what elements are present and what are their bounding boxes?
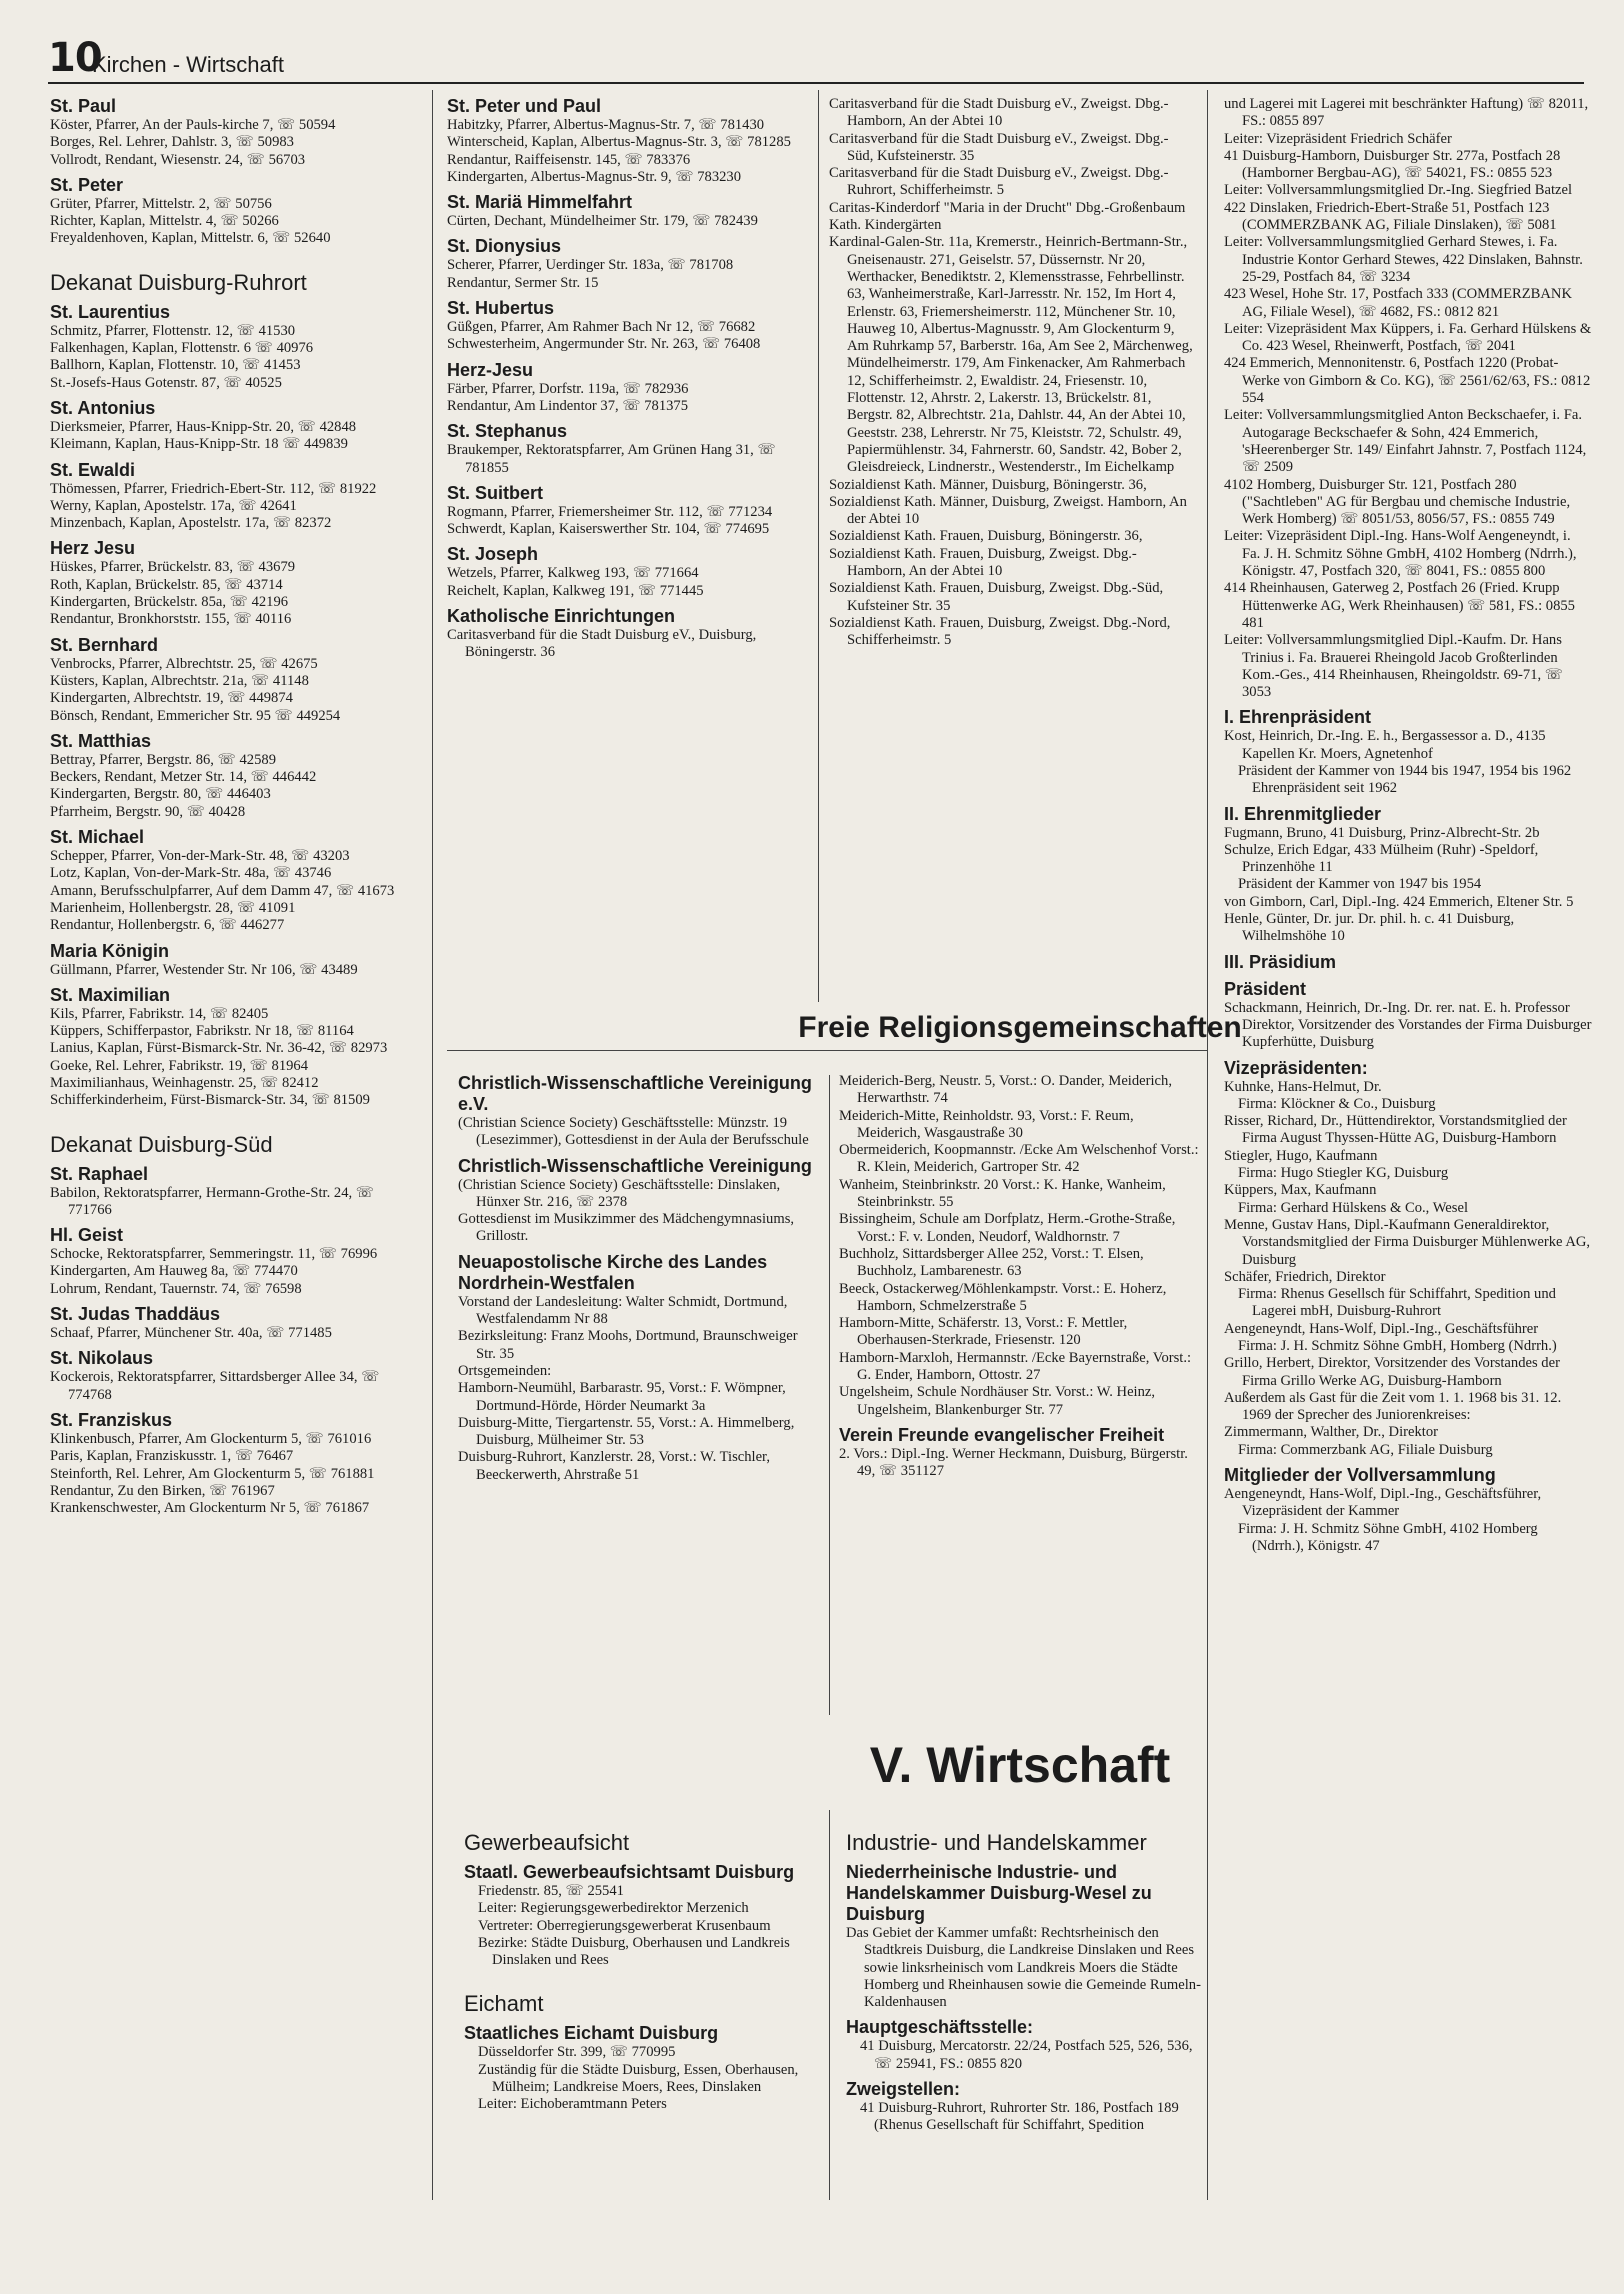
entry-line: Minzenbach, Kaplan, Apostelstr. 17a, ☏ 82372 xyxy=(50,515,332,532)
entry-line: Sozialdienst Kath. Frauen, Duisburg, Zweigst. Dbg.-Süd, Kufsteiner Str. 35 xyxy=(829,580,1164,614)
entry-heading: I. Ehrenpräsident xyxy=(1224,707,1372,728)
entry-line: Sozialdienst Kath. Frauen, Duisburg, Zweigst. Dbg.-Nord, Schifferheimstr. 5 xyxy=(829,614,1171,649)
entry-heading: St. Bernhard xyxy=(50,634,159,655)
entry-line: St.-Josefs-Haus Gotenstr. 87, ☏ 40525 xyxy=(50,374,282,391)
entry-line: Schackmann, Heinrich, Dr.-Ing. Dr. rer. nat. E. h. Professor Direktor, Vorsitzender des Vorstandes der Firma Duisburger Kupferhütte, Duisburg xyxy=(1224,999,1592,1051)
entry-line: Meiderich-Mitte, Reinholdstr. 93, Vorst.: F. Reum, Meiderich, Wasgaustraße 30 xyxy=(839,1107,1134,1141)
entry-line: 423 Wesel, Hohe Str. 17, Postfach 333 (COMMERZBANK AG, Filiale Wesel), ☏ 4682, FS.: 0812 821 xyxy=(1224,286,1572,320)
entry-line: Güßgen, Pfarrer, Am Rahmer Bach Nr 12, ☏ 76682 xyxy=(447,319,756,336)
entry-line: Beeck, Ostackerweg/Möhlenkampstr. Vorst.: E. Hoherz, Hamborn, Schmelzerstraße 5 xyxy=(839,1280,1167,1314)
entry-heading: St. Dionysius xyxy=(447,236,562,257)
entry-line: Firma: Commerzbank AG, Filiale Duisburg xyxy=(1238,1441,1493,1458)
entry-line: Bettray, Pfarrer, Bergstr. 86, ☏ 42589 xyxy=(50,751,276,768)
section-heading: Industrie- und Handelskammer xyxy=(846,1830,1147,1855)
entry-line: Leiter: Vollversammlungsmitglied Dr.-Ing. Siegfried Batzel xyxy=(1224,182,1573,199)
entry-line: Kindergarten, Bergstr. 80, ☏ 446403 xyxy=(50,786,271,803)
entry-line: Gottesdienst im Musikzimmer des Mädchengymnasiums, Grillostr. xyxy=(458,1211,795,1245)
entry-line: Lotz, Kaplan, Von-der-Mark-Str. 48a, ☏ 43746 xyxy=(50,865,332,882)
entry-line: Rendantur, Zu den Birken, ☏ 761967 xyxy=(50,1482,275,1499)
column-rule xyxy=(1207,90,1208,2200)
entry-line: Kath. Kindergärten xyxy=(829,217,942,234)
column-2 xyxy=(447,96,811,662)
entry-heading: Katholische Einrichtungen xyxy=(447,606,676,627)
entry-heading: St. Paul xyxy=(50,96,117,116)
entry-heading: St. Nikolaus xyxy=(50,1348,154,1369)
entry-line: Küppers, Max, Kaufmann xyxy=(1224,1182,1377,1199)
entry-line: Cürten, Dechant, Mündelheimer Str. 179, ☏ 782439 xyxy=(447,213,758,230)
entry-heading: Hl. Geist xyxy=(50,1225,124,1246)
entry-heading: Hauptgeschäftsstelle: xyxy=(846,2017,1034,2038)
entry-line: Babilon, Rektoratspfarrer, Hermann-Grothe-Str. 24, ☏ 771766 xyxy=(50,1184,375,1218)
entry-line: 41 Duisburg-Hamborn, Duisburger Str. 277a, Postfach 28 (Hamborner Bergbau-AG), ☏ 54021, FS.: 0855 523 xyxy=(1224,147,1561,182)
entry-line: Caritasverband für die Stadt Duisburg eV., Zweigst. Dbg.-Hamborn, An der Abtei 10 xyxy=(829,96,1169,130)
entry-line: Zuständig für die Städte Duisburg, Essen, Oberhausen, Mülheim; Landkreise Moers, Rees, Dinslaken xyxy=(478,2061,799,2096)
entry-line: Braukemper, Rektoratspfarrer, Am Grünen Hang 31, ☏ 781855 xyxy=(447,442,776,476)
column-1 xyxy=(50,96,420,1517)
entry-heading: St. Matthias xyxy=(50,730,152,751)
entry-line: Leiter: Vollversammlungsmitglied Gerhard Stewes, i. Fa. Industrie Kontor Gerhard Stewes, 422 Dinslaken, Bahnstr. 25-29, Postfach 84, ☏ 3234 xyxy=(1224,234,1583,285)
entry-heading: Mitglieder der Vollversammlung xyxy=(1224,1465,1496,1486)
entry-line: Zimmermann, Walther, Dr., Direktor xyxy=(1224,1424,1438,1441)
entry-line: Duisburg-Ruhrort, Kanzlerstr. 28, Vorst.: W. Tischler, Beeckerwerth, Ahrstraße 51 xyxy=(458,1449,770,1483)
entry-line: Borges, Rel. Lehrer, Dahlstr. 3, ☏ 50983 xyxy=(50,134,294,151)
entry-line: Schaaf, Pfarrer, Münchener Str. 40a, ☏ 771485 xyxy=(50,1325,332,1342)
entry-heading: St. Stephanus xyxy=(447,421,568,442)
entry-line: Grüter, Pfarrer, Mittelstr. 2, ☏ 50756 xyxy=(50,195,272,212)
entry-line: Köster, Pfarrer, An der Pauls-kirche 7, ☏ 50594 xyxy=(50,117,336,133)
entry-line: Winterscheid, Kaplan, Albertus-Magnus-Str. 3, ☏ 781285 xyxy=(447,134,791,151)
entry-heading: St. Laurentius xyxy=(50,301,171,322)
entry-heading: Niederrheinische Industrie- und Handelskammer Duisburg-Wesel zu Duisburg xyxy=(846,1862,1152,1924)
entry-heading: St. Franziskus xyxy=(50,1409,173,1430)
entry-line: Amann, Berufsschulpfarrer, Auf dem Damm 47, ☏ 41673 xyxy=(50,882,395,899)
entry-line: 4102 Homberg, Duisburger Str. 121, Postfach 280 ("Sachtleben" AG für Bergbau und chemische Industrie, Werk Homberg) ☏ 8051/53, 8056/57, FS.: 0855 749 xyxy=(1224,476,1571,528)
column-3 xyxy=(829,96,1193,650)
entry-line: Duisburg-Mitte, Tiergartenstr. 55, Vorst.: A. Himmelberg, Duisburg, Mülheimer Str. 53 xyxy=(458,1414,795,1449)
entry-heading: St. Judas Thaddäus xyxy=(50,1304,221,1325)
entry-heading: Vizepräsidenten: xyxy=(1224,1057,1368,1078)
entry-heading: Herz-Jesu xyxy=(447,359,534,380)
entry-line: Leiter: Vizepräsident Friedrich Schäfer xyxy=(1224,130,1452,147)
entry-line: Schwerdt, Kaplan, Kaiserswerther Str. 104, ☏ 774695 xyxy=(447,521,770,538)
entry-line: Kockerois, Rektoratspfarrer, Sittardsberger Allee 34, ☏ 774768 xyxy=(50,1369,380,1403)
section-heading: Gewerbeaufsicht xyxy=(464,1830,630,1855)
entry-line: Präsident der Kammer von 1944 bis 1947, 1954 bis 1962 Ehrenpräsident seit 1962 xyxy=(1238,762,1572,797)
column-rule xyxy=(432,90,433,2200)
entry-line: Goeke, Rel. Lehrer, Fabrikstr. 19, ☏ 81964 xyxy=(50,1057,309,1074)
entry-line: 2. Vors.: Dipl.-Ing. Werner Heckmann, Duisburg, Bürgerstr. 49, ☏ 351127 xyxy=(839,1445,1188,1480)
entry-line: Bezirksleitung: Franz Moohs, Dortmund, Braunschweiger Str. 35 xyxy=(458,1328,798,1362)
entry-line: Lanius, Kaplan, Fürst-Bismarck-Str. Nr. 36-42, ☏ 82973 xyxy=(50,1040,388,1057)
entry-heading: St. Peter xyxy=(50,174,124,195)
entry-heading: Christlich-Wissenschaftliche Vereinigung e.V. xyxy=(458,1073,812,1114)
entry-heading: St. Raphael xyxy=(50,1163,149,1184)
entry-heading: St. Peter und Paul xyxy=(447,96,602,116)
entry-line: Außerdem als Gast für die Zeit vom 1. 1. 1968 bis 31. 12. 1969 der Sprecher des Juniorenkreises: xyxy=(1224,1389,1562,1424)
entry-heading: Präsident xyxy=(1224,978,1307,999)
entry-line: Caritasverband für die Stadt Duisburg eV., Duisburg, Böningerstr. 36 xyxy=(447,627,757,661)
entry-heading: St. Michael xyxy=(50,827,145,848)
entry-line: Firma: Rhenus Gesellsch für Schiffahrt, Spedition und Lagerei mbH, Duisburg-Ruhrort xyxy=(1238,1286,1556,1320)
entry-heading: Herz Jesu xyxy=(50,538,136,559)
entry-line: Vorstand der Landesleitung: Walter Schmidt, Dortmund, Westfalendamm Nr 88 xyxy=(458,1293,788,1328)
entry-heading: Christlich-Wissenschaftliche Vereinigung xyxy=(458,1155,812,1176)
entry-line: Kindergarten, Albrechtstr. 19, ☏ 449874 xyxy=(50,690,293,707)
entry-line: Marienheim, Hollenbergstr. 28, ☏ 41091 xyxy=(50,899,296,916)
entry-line: Küppers, Schifferpastor, Fabrikstr. Nr 18, ☏ 81164 xyxy=(50,1023,354,1040)
entry-line: (Christian Science Society) Geschäftsstelle: Dinslaken, Hünxer Str. 216, ☏ 2378 xyxy=(458,1176,781,1210)
entry-line: Pfarrheim, Bergstr. 90, ☏ 40428 xyxy=(50,803,246,820)
entry-line: und Lagerei mit Lagerei mit beschränkter Haftung) ☏ 82011, FS.: 0855 897 xyxy=(1224,96,1589,130)
wirtschaft-right-column xyxy=(846,1808,1206,2135)
entry-line: Leiter: Vizepräsident Max Küppers, i. Fa. Gerhard Hülskens & Co. 423 Wesel, Rheinwerft, Postfach, ☏ 2041 xyxy=(1224,320,1592,355)
entry-line: Krankenschwester, Am Glockenturm Nr 5, ☏ 761867 xyxy=(50,1500,370,1517)
entry-heading: Staatliches Eichamt Duisburg xyxy=(464,2023,719,2044)
entry-line: Firma: J. H. Schmitz Söhne GmbH, Homberg (Ndrrh.) xyxy=(1238,1338,1557,1354)
entry-line: Ungelsheim, Schule Nordhäuser Str. Vorst.: W. Heinz, Ungelsheim, Blankenburger Str. 77 xyxy=(839,1384,1156,1418)
entry-heading: II. Ehrenmitglieder xyxy=(1224,803,1382,824)
entry-line: Steinforth, Rel. Lehrer, Am Glockenturm 5, ☏ 761881 xyxy=(50,1465,375,1482)
entry-line: Düsseldorfer Str. 399, ☏ 770995 xyxy=(478,2044,676,2061)
entry-line: Kuhnke, Hans-Helmut, Dr. xyxy=(1224,1078,1382,1095)
entry-line: Ortsgemeinden: xyxy=(458,1362,552,1379)
entry-line: Grillo, Herbert, Direktor, Vorsitzender des Vorstandes der Firma Grillo Werke AG, Duisburg-Hamborn xyxy=(1224,1355,1560,1389)
entry-line: Wetzels, Pfarrer, Kalkweg 193, ☏ 771664 xyxy=(447,565,699,582)
entry-line: Leiter: Vollversammlungsmitglied Anton Beckschaefer, i. Fa. Autogarage Beckschaefer & Sohn, 424 Emmerich, 'sHeerenberger Str. 149/ Einfahrt Jahnstr. 7, Postfach 1124, ☏ 2509 xyxy=(1224,407,1587,476)
entry-heading: Maria Königin xyxy=(50,940,170,961)
entry-line: Schocke, Rektoratspfarrer, Semmeringstr. 11, ☏ 76996 xyxy=(50,1246,378,1263)
entry-line: Kardinal-Galen-Str. 11a, Kremerstr., Heinrich-Bertmann-Str., Gneisenaustr. 271, Geiselstr. 57, Düssernstr. Nr 20, Werthacker, Benediktstr. 2, Klemensstrasse, Fehrbellinstr. 63, Wanheimerstraße, Karl-Jarresstr. Nr. 152, Im Hort 4, Erlenstr. 63, Friemersheimerstr. 112, Münchener Str. 10, Hauweg 10, Albertus-Magnusstr. 9, Am Glockenturm 9, Am Ruhrkamp 57, Barberstr. 16a, Am See 2, Märchenweg, Mündelheimerstr. 179, Am Finkenacker, Am Rahmerbach 12, Schifferheimstr. 2, Ewaldistr. 24, Friesenstr. 10, Flottenstr. 12, Ahrstr. 2, Lakerstr. 13, Brückelstr. 81, Bergstr. 82, Albrechtstr. 21a, Dahlstr. 44, An der Abtei 10, Geeststr. 238, Lehrerstr. Nr 75, Kleiststr. 72, Schulstr. 49, Papiermühlenstr. 34, Fahrnerstr. 60, Sandstr. 42, Bober 2, Gleisdreieck, Lindnerstr., Westenderstr., Im Eichelkamp xyxy=(829,234,1193,476)
entry-line: Firma: Klöckner & Co., Duisburg xyxy=(1238,1095,1436,1112)
entry-line: Risser, Richard, Dr., Hüttendirektor, Vorstandsmitglied der Firma August Thyssen-Hütte AG, Duisburg-Hamborn xyxy=(1224,1113,1567,1147)
entry-line: Vertreter: Oberregierungsgewerberat Krusenbaum xyxy=(478,1917,771,1934)
section-title-freie: Freie Religionsgemeinschaften xyxy=(798,1011,1242,1044)
entry-line: Bissingheim, Schule am Dorfplatz, Herm.-Grothe-Straße, Vorst.: F. v. Londen, Neudorf, Waldhornstr. 7 xyxy=(839,1211,1176,1245)
entry-line: Reichelt, Kaplan, Kalkweg 191, ☏ 771445 xyxy=(447,582,704,599)
entry-line: Leiter: Vollversammlungsmitglied Dipl.-Kaufm. Dr. Hans Trinius i. Fa. Brauerei Rheingold Jacob Großterlinden Kom.-Ges., 414 Rheinhausen, Rheingoldstr. 69-71, ☏ 3053 xyxy=(1224,632,1564,701)
freie-left-column xyxy=(458,1073,820,1484)
entry-line: Menne, Gustav Hans, Dipl.-Kaufmann Generaldirektor, Vorstandsmitglied der Firma Duisburger Mühlenwerke AG, Duisburg xyxy=(1224,1216,1591,1268)
entry-line: Kindergarten, Albertus-Magnus-Str. 9, ☏ 783230 xyxy=(447,168,742,185)
entry-heading: St. Maximilian xyxy=(50,984,171,1005)
column-4 xyxy=(1224,96,1592,1555)
entry-line: Paris, Kaplan, Franziskusstr. 1, ☏ 76467 xyxy=(50,1448,294,1465)
entry-line: Rendantur, Raiffeisenstr. 145, ☏ 783376 xyxy=(447,151,691,168)
entry-line: Hamborn-Marxloh, Hermannstr. /Ecke Bayernstraße, Vorst.: G. Ender, Hamborn, Ottostr. 27 xyxy=(839,1349,1192,1384)
section-heading: Eichamt xyxy=(464,1991,544,2017)
entry-line: Dierksmeier, Pfarrer, Haus-Knipp-Str. 20, ☏ 42848 xyxy=(50,418,357,435)
entry-heading: III. Präsidium xyxy=(1224,951,1337,972)
entry-line: Meiderich-Berg, Neustr. 5, Vorst.: O. Dander, Meiderich, Herwarthstr. 74 xyxy=(839,1073,1172,1107)
entry-line: Buchholz, Sittardsberger Allee 252, Vorst.: T. Elsen, Buchholz, Lambarenestr. 63 xyxy=(839,1245,1144,1280)
entry-line: Präsident der Kammer von 1947 bis 1954 xyxy=(1238,876,1482,893)
entry-line: Rogmann, Pfarrer, Friemersheimer Str. 112, ☏ 771234 xyxy=(447,503,773,520)
entry-line: Scherer, Pfarrer, Uerdinger Str. 183a, ☏ 781708 xyxy=(447,257,734,274)
page-title: Kirchen - Wirtschaft xyxy=(92,52,284,77)
entry-heading: St. Hubertus xyxy=(447,298,555,319)
entry-line: von Gimborn, Carl, Dipl.-Ing. 424 Emmerich, Eltener Str. 5 xyxy=(1224,893,1574,910)
entry-line: Rendantur, Bronkhorststr. 155, ☏ 40116 xyxy=(50,611,292,628)
entry-line: Schäfer, Friedrich, Direktor xyxy=(1224,1268,1386,1285)
entry-line: Schwesterheim, Angermunder Str. Nr. 263, ☏ 76408 xyxy=(447,336,761,353)
entry-line: Richter, Kaplan, Mittelstr. 4, ☏ 50266 xyxy=(50,213,279,230)
entry-line: Caritas-Kinderdorf "Maria in der Drucht" Dbg.-Großenbaum xyxy=(829,199,1186,216)
entry-line: Leiter: Eichoberamtmann Peters xyxy=(478,2096,667,2113)
entry-heading: St. Ewaldi xyxy=(50,459,136,480)
entry-line: Schepper, Pfarrer, Von-der-Mark-Str. 48, ☏ 43203 xyxy=(50,848,350,865)
entry-line: Sozialdienst Kath. Männer, Duisburg, Zweigst. Hamborn, An der Abtei 10 xyxy=(829,493,1187,528)
entry-line: Leiter: Regierungsgewerbedirektor Merzenich xyxy=(478,1900,749,1917)
entry-line: Sozialdienst Kath. Männer, Duisburg, Böningerstr. 36, xyxy=(829,476,1147,493)
entry-line: Obermeiderich, Koopmannstr. /Ecke Am Welschenhof Vorst.: R. Klein, Meiderich, Gartroper Str. 42 xyxy=(839,1142,1199,1176)
entry-heading: Staatl. Gewerbeaufsichtsamt Duisburg xyxy=(464,1862,795,1882)
entry-line: Schmitz, Pfarrer, Flottenstr. 12, ☏ 41530 xyxy=(50,322,296,339)
entry-line: (Christian Science Society) Geschäftsstelle: Münzstr. 19 (Lesezimmer), Gottesdienst in der Aula der Berufsschule xyxy=(458,1115,809,1149)
column-rule xyxy=(829,1075,830,1715)
entry-line: Habitzky, Pfarrer, Albertus-Magnus-Str. 7, ☏ 781430 xyxy=(447,117,765,133)
entry-line: Lohrum, Rendant, Tauernstr. 74, ☏ 76598 xyxy=(50,1280,302,1297)
entry-heading: Zweigstellen: xyxy=(846,2079,961,2100)
entry-heading: St. Mariä Himmelfahrt xyxy=(447,192,633,213)
entry-heading: Neuapostolische Kirche des Landes Nordrhein-Westfalen xyxy=(458,1251,768,1293)
entry-line: Kleimann, Kaplan, Haus-Knipp-Str. 18 ☏ 449839 xyxy=(50,436,348,453)
entry-line: Schulze, Erich Edgar, 433 Mülheim (Ruhr) -Speldorf, Prinzenhöhe 11 xyxy=(1224,841,1539,876)
entry-heading: St. Antonius xyxy=(50,397,156,418)
entry-line: 41 Duisburg, Mercatorstr. 22/24, Postfach 525, 526, 536, ☏ 25941, FS.: 0855 820 xyxy=(860,2038,1193,2072)
entry-line: 41 Duisburg-Ruhrort, Ruhrorter Str. 186, Postfach 189 (Rhenus Gesellschaft für Schiffahrt, Spedition xyxy=(860,2100,1179,2134)
entry-line: Aengeneyndt, Hans-Wolf, Dipl.-Ing., Geschäftsführer xyxy=(1224,1320,1539,1337)
entry-heading: St. Joseph xyxy=(447,544,539,565)
entry-line: Färber, Pfarrer, Dorfstr. 119a, ☏ 782936 xyxy=(447,380,689,397)
entry-line: Das Gebiet der Kammer umfaßt: Rechtsrheinisch den Stadtkreis Duisburg, die Landkreise Dinslaken und Rees sowie linksrheinisch vom Landkreis Moers die Städte Homberg und Rheinhausen sowie die Gemeinde Rumeln-Kaldenhausen xyxy=(846,1925,1201,2011)
entry-line: Hamborn-Mitte, Schäferstr. 13, Vorst.: F. Mettler, Oberhausen-Sterkrade, Friesenstr. 120 xyxy=(839,1315,1128,1349)
entry-line: Stiegler, Hugo, Kaufmann xyxy=(1224,1147,1378,1164)
entry-line: Vollrodt, Rendant, Wiesenstr. 24, ☏ 56703 xyxy=(50,151,306,168)
entry-line: Wanheim, Steinbrinkstr. 20 Vorst.: K. Hanke, Wanheim, Steinbrinkstr. 55 xyxy=(839,1176,1166,1211)
entry-line: Werny, Kaplan, Apostelstr. 17a, ☏ 42641 xyxy=(50,497,297,514)
entry-line: Friedenstr. 85, ☏ 25541 xyxy=(478,1883,624,1899)
entry-heading: Verein Freunde evangelischer Freiheit xyxy=(839,1424,1165,1445)
entry-line: Fugmann, Bruno, 41 Duisburg, Prinz-Albrecht-Str. 2b xyxy=(1224,824,1540,841)
entry-line: Firma: Hugo Stiegler KG, Duisburg xyxy=(1238,1165,1449,1182)
entry-line: Bönsch, Rendant, Emmericher Str. 95 ☏ 449254 xyxy=(50,707,341,724)
entry-line: Falkenhagen, Kaplan, Flottenstr. 6 ☏ 40976 xyxy=(50,340,314,357)
entry-line: Sozialdienst Kath. Frauen, Duisburg, Zweigst. Dbg.-Hamborn, An der Abtei 10 xyxy=(829,545,1137,580)
entry-line: Schifferkinderheim, Fürst-Bismarck-Str. 34, ☏ 81509 xyxy=(50,1092,370,1109)
entry-line: Küsters, Kaplan, Albrechtstr. 21a, ☏ 41148 xyxy=(50,672,309,689)
entry-line: 422 Dinslaken, Friedrich-Ebert-Straße 51, Postfach 123 (COMMERZBANK AG, Filiale Dinslaken), ☏ 5081 xyxy=(1224,199,1557,234)
entry-line: Firma: J. H. Schmitz Söhne GmbH, 4102 Homberg (Ndrrh.), Königstr. 47 xyxy=(1238,1520,1538,1554)
entry-line: Maximilianhaus, Weinhagenstr. 25, ☏ 82412 xyxy=(50,1074,319,1091)
column-rule xyxy=(818,90,819,1002)
entry-line: Bezirke: Städte Duisburg, Oberhausen und Landkreis Dinslaken und Rees xyxy=(478,1934,790,1969)
entry-line: Kost, Heinrich, Dr.-Ing. E. h., Bergassessor a. D., 4135 Kapellen Kr. Moers, Agnetenhof xyxy=(1224,728,1546,762)
entry-line: Rendantur, Hollenbergstr. 6, ☏ 446277 xyxy=(50,917,285,934)
entry-line: Rendantur, Am Lindentor 37, ☏ 781375 xyxy=(447,397,689,414)
freie-right-column xyxy=(839,1073,1199,1481)
entry-line: Leiter: Vizepräsident Dipl.-Ing. Hans-Wolf Aengeneyndt, i. Fa. J. H. Schmitz Söhne GmbH, 4102 Homberg (Ndrrh.), Königstr. 47, Postfach 320, ☏ 8041, FS.: 0855 800 xyxy=(1224,528,1577,580)
entry-line: Kils, Pfarrer, Fabrikstr. 14, ☏ 82405 xyxy=(50,1005,269,1022)
entry-line: Kindergarten, Brückelstr. 85a, ☏ 42196 xyxy=(50,594,289,611)
column-rule xyxy=(829,1810,830,2200)
section-rule xyxy=(447,1050,1207,1051)
page-number: 10 xyxy=(48,35,102,81)
entry-line: Sozialdienst Kath. Frauen, Duisburg, Böningerstr. 36, xyxy=(829,528,1143,545)
entry-line: Ballhorn, Kaplan, Flottenstr. 10, ☏ 41453 xyxy=(50,357,301,374)
entry-line: Henle, Günter, Dr. jur. Dr. phil. h. c. 41 Duisburg, Wilhelmshöhe 10 xyxy=(1224,911,1515,945)
page-header xyxy=(48,35,1584,84)
entry-line: Kindergarten, Am Hauweg 8a, ☏ 774470 xyxy=(50,1263,298,1280)
entry-line: 414 Rheinhausen, Gaterweg 2, Postfach 26 (Fried. Krupp Hüttenwerke AG, Werk Rheinhausen) ☏ 581, FS.: 0855 481 xyxy=(1224,580,1575,631)
entry-line: Aengeneyndt, Hans-Wolf, Dipl.-Ing., Geschäftsführer, Vizepräsident der Kammer xyxy=(1224,1486,1542,1520)
entry-line: Roth, Kaplan, Brückelstr. 85, ☏ 43714 xyxy=(50,576,283,593)
entry-line: Rendantur, Sermer Str. 15 xyxy=(447,274,599,291)
entry-line: Güllmann, Pfarrer, Westender Str. Nr 106, ☏ 43489 xyxy=(50,961,358,978)
entry-line: Hüskes, Pfarrer, Brückelstr. 83, ☏ 43679 xyxy=(50,559,296,576)
section-heading: Dekanat Duisburg-Ruhrort xyxy=(50,269,307,295)
wirtschaft-left-column xyxy=(464,1808,824,2114)
entry-line: Klinkenbusch, Pfarrer, Am Glockenturm 5, ☏ 761016 xyxy=(50,1430,372,1447)
entry-line: Freyaldenhoven, Kaplan, Mittelstr. 6, ☏ 52640 xyxy=(50,230,331,247)
entry-line: Firma: Gerhard Hülskens & Co., Wesel xyxy=(1238,1199,1468,1216)
entry-line: Hamborn-Neumühl, Barbarastr. 95, Vorst.: F. Wömpner, Dortmund-Hörde, Hörder Neumarkt 3a xyxy=(458,1380,786,1414)
entry-line: Thömessen, Pfarrer, Friedrich-Ebert-Str. 112, ☏ 81922 xyxy=(50,480,377,497)
section-heading: Dekanat Duisburg-Süd xyxy=(50,1131,273,1157)
entry-line: Venbrocks, Pfarrer, Albrechtstr. 25, ☏ 42675 xyxy=(50,655,318,672)
entry-line: Beckers, Rendant, Metzer Str. 14, ☏ 446442 xyxy=(50,769,317,786)
entry-heading: St. Suitbert xyxy=(447,482,544,503)
section-title-wirtschaft: V. Wirtschaft xyxy=(869,1737,1171,1793)
entry-line: 424 Emmerich, Mennonitenstr. 6, Postfach 1220 (Probat-Werke von Gimborn & Co. KG), ☏ 2561/62/63, FS.: 0812 554 xyxy=(1224,355,1591,407)
entry-line: Caritasverband für die Stadt Duisburg eV., Zweigst. Dbg.-Süd, Kufsteinerstr. 35 xyxy=(829,130,1169,164)
entry-line: Caritasverband für die Stadt Duisburg eV., Zweigst. Dbg.-Ruhrort, Schifferheimstr. 5 xyxy=(829,165,1169,199)
